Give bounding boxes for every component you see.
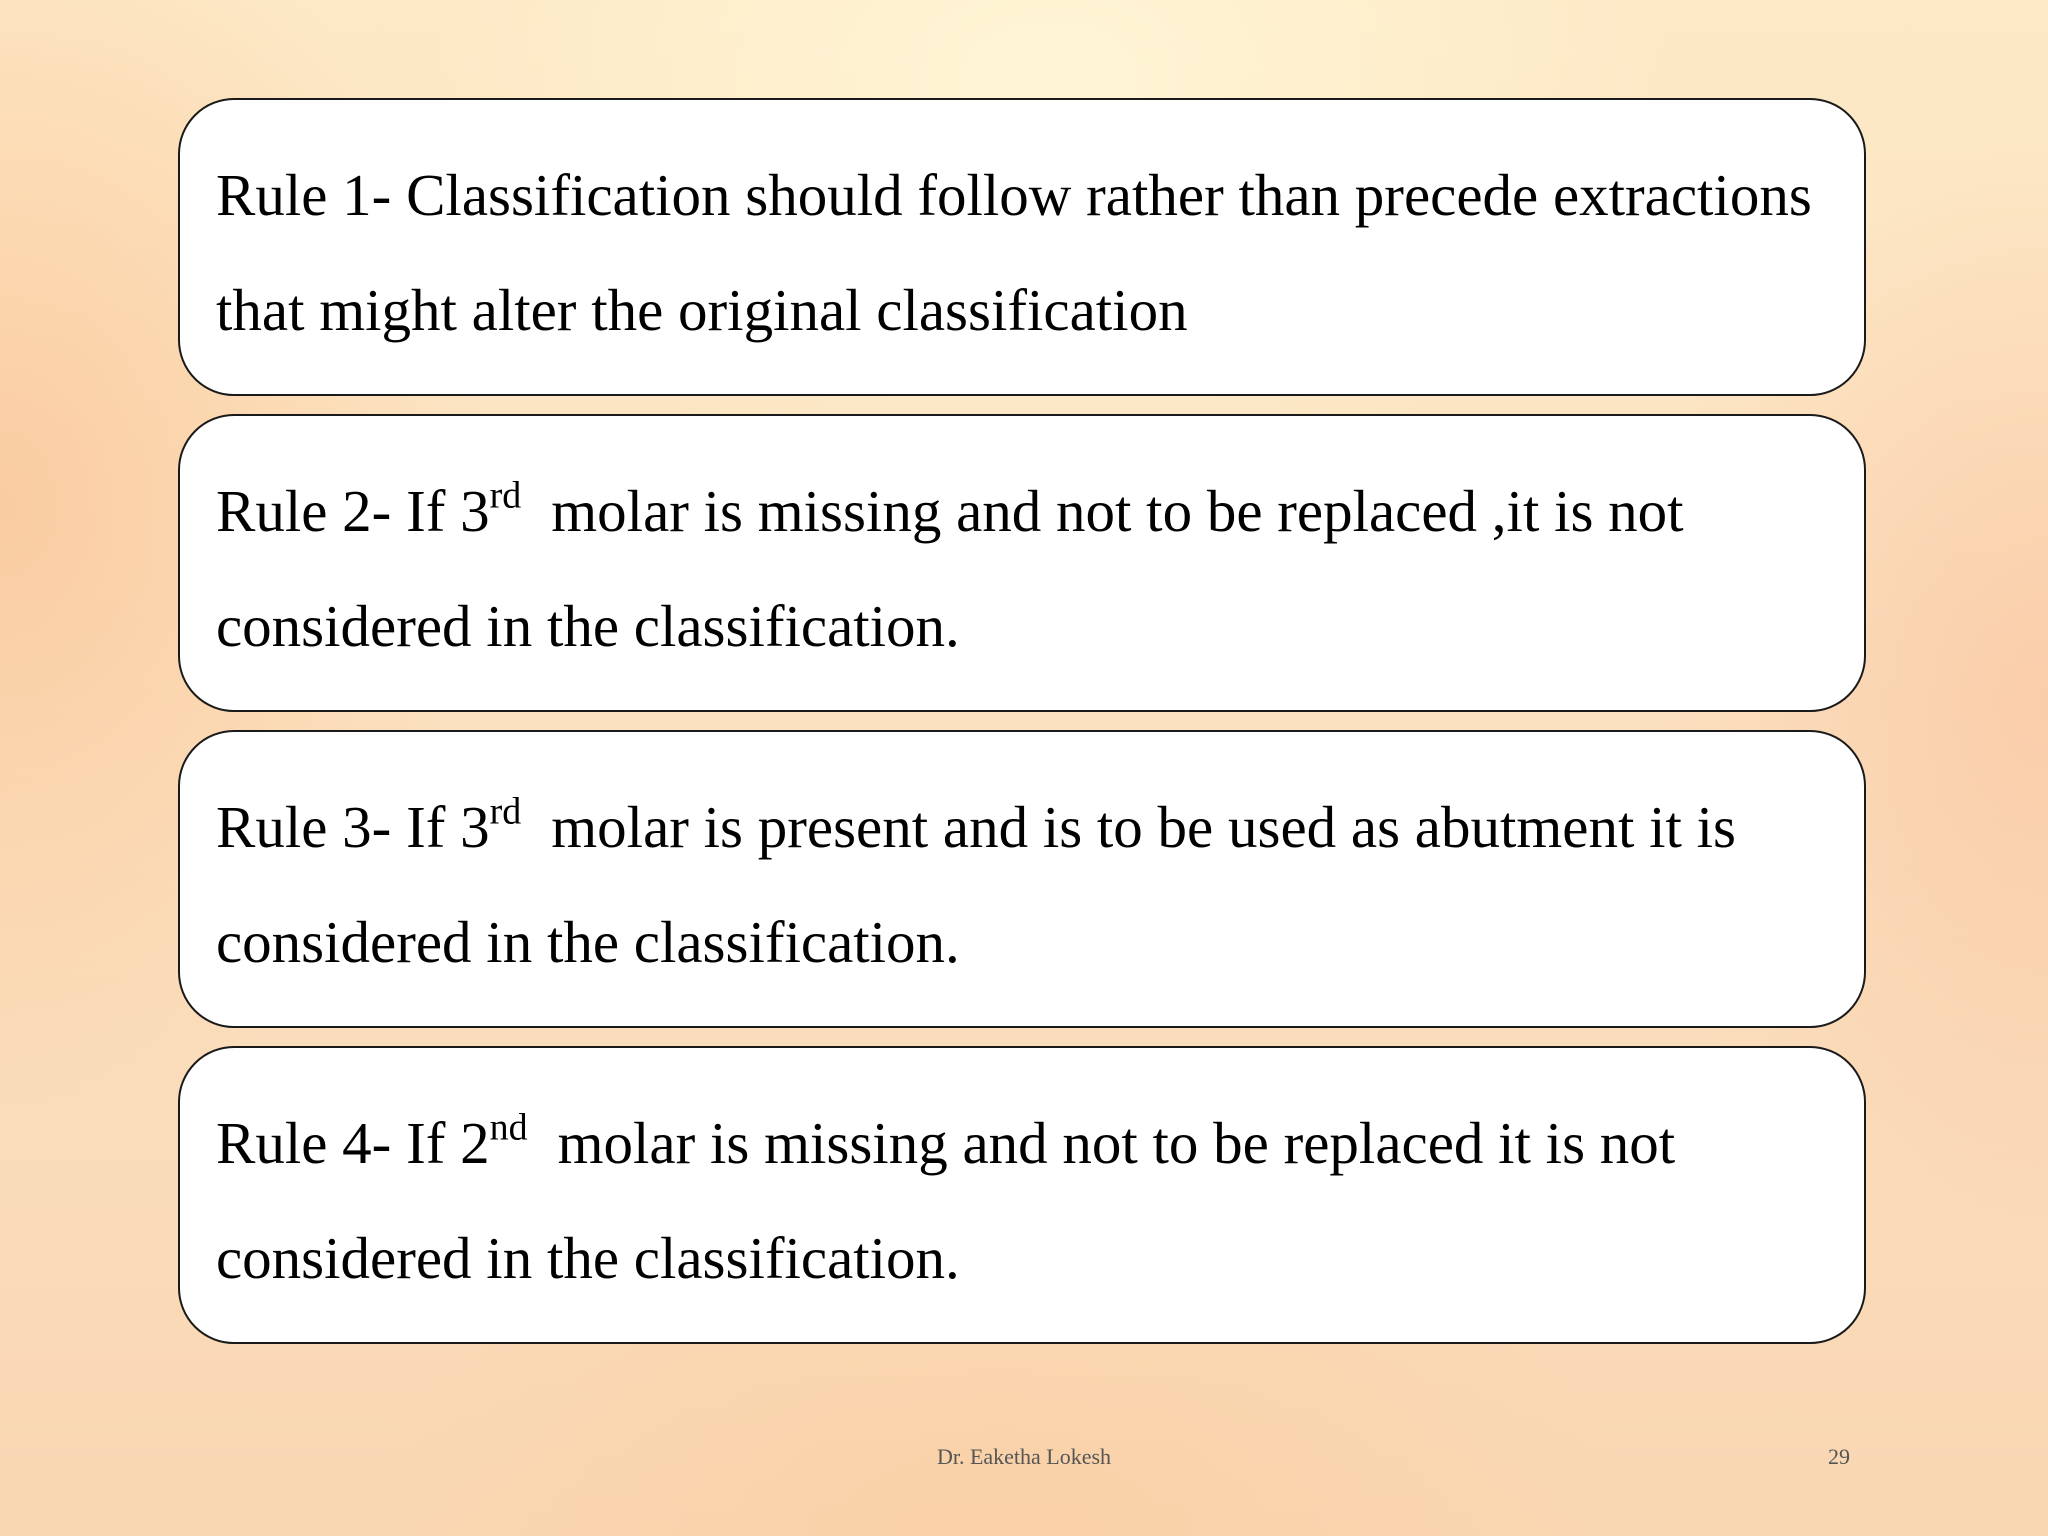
rule-3-lead: Rule 3- If 3 xyxy=(216,794,490,860)
rule-4-lead: Rule 4- If 2 xyxy=(216,1110,490,1176)
rule-2-text xyxy=(216,454,1824,684)
rule-4-text xyxy=(216,1086,1824,1316)
rule-3-box xyxy=(178,730,1866,1028)
rule-1-box xyxy=(178,98,1866,396)
rule-2-box xyxy=(178,414,1866,712)
rule-2-rest: molar is missing and not to be replaced ,it is not considered in the classification. xyxy=(216,478,1684,659)
rule-4-ordinal-suffix: nd xyxy=(489,1106,528,1149)
rule-3-ordinal-suffix: rd xyxy=(489,790,522,833)
rule-2-lead: Rule 2- If 3 xyxy=(216,478,490,544)
slide-page-number: 29 xyxy=(1828,1444,1850,1469)
rule-1-text: Rule 1- Classification should follow rather than precede extractions that might alter the original classification xyxy=(216,162,1812,343)
rule-3-text xyxy=(216,770,1824,1000)
rule-4-rest: molar is missing and not to be replaced it is not considered in the classification. xyxy=(216,1110,1676,1291)
rule-2-ordinal-suffix: rd xyxy=(489,474,522,517)
rule-3-rest: molar is present and is to be used as abutment it is considered in the classification. xyxy=(216,794,1736,975)
rule-4-box xyxy=(178,1046,1866,1344)
footer-author: Dr. Eaketha Lokesh xyxy=(936,1444,1112,1469)
